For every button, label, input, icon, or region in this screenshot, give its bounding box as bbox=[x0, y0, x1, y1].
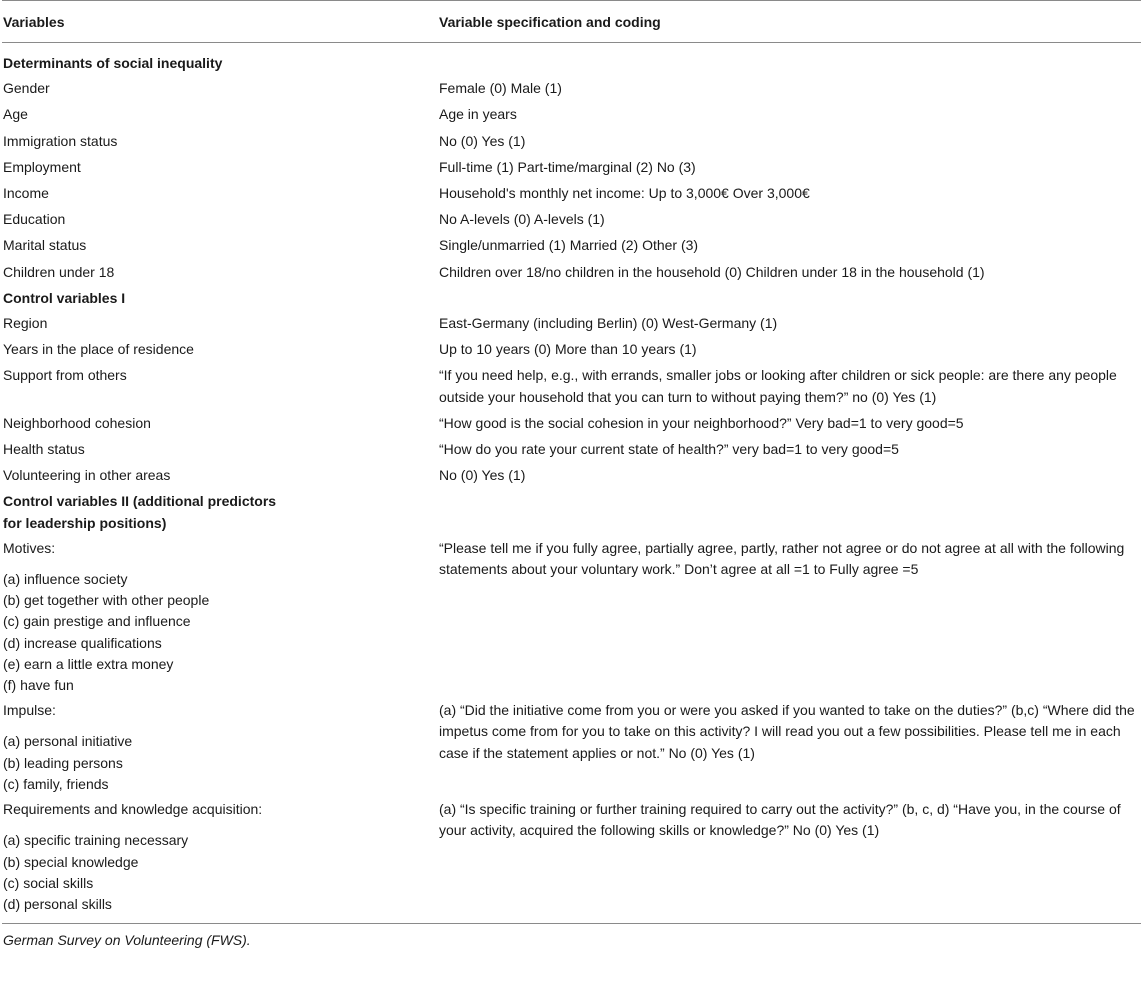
variable-cell: Region bbox=[3, 315, 48, 332]
list-item: (c) gain prestige and influence bbox=[3, 613, 191, 630]
table-header-row bbox=[2, 1, 1141, 43]
variable-cell: Employment bbox=[3, 158, 81, 175]
section-title-control-2 bbox=[2, 489, 439, 535]
variable-cell: Support from others bbox=[3, 367, 127, 384]
list-item: (a) influence society bbox=[3, 571, 128, 588]
variable-cell: Education bbox=[3, 211, 66, 228]
list-item: (d) personal skills bbox=[3, 895, 112, 912]
spec-cell: “How good is the social cohesion in your neighborhood?” Very bad=1 to very good=5 bbox=[439, 414, 964, 431]
table-footnote: German Survey on Volunteering (FWS). bbox=[3, 932, 251, 949]
variable-cell: Age bbox=[3, 106, 28, 123]
variable-cell-requirements bbox=[2, 797, 439, 924]
spec-cell: Female (0) Male (1) bbox=[439, 80, 562, 97]
variable-cell: Neighborhood cohesion bbox=[3, 414, 151, 431]
section-title-control-1: Control variables I bbox=[3, 289, 126, 306]
variables-table bbox=[2, 0, 1141, 950]
table-row bbox=[2, 463, 1141, 489]
list-item: (a) personal initiative bbox=[3, 733, 133, 750]
section-heading bbox=[2, 489, 1141, 535]
list-item: (f) have fun bbox=[3, 677, 74, 694]
spec-cell: (a) “Is specific training or further training required to carry out the activity?” (b, c, d) “Have you, in the course of your activity, acquired the following skills or knowledge?” No (0) Yes (1) bbox=[439, 801, 1121, 839]
variable-cell: Marital status bbox=[3, 237, 87, 254]
table-row bbox=[2, 698, 1141, 797]
variable-cell: Immigration status bbox=[3, 132, 118, 149]
table-row bbox=[2, 181, 1141, 207]
section-title-determinants: Determinants of social inequality bbox=[3, 55, 223, 71]
spec-cell: Single/unmarried (1) Married (2) Other (3) bbox=[439, 237, 699, 254]
spec-cell: “How do you rate your current state of health?” very bad=1 to very good=5 bbox=[439, 441, 899, 458]
variable-cell: Years in the place of residence bbox=[3, 341, 194, 358]
variable-cell-motives bbox=[2, 536, 439, 698]
list-item: (c) social skills bbox=[3, 874, 94, 891]
list-item: (b) leading persons bbox=[3, 754, 123, 771]
table-row bbox=[2, 233, 1141, 259]
variable-cell: Gender bbox=[3, 80, 50, 97]
table-row bbox=[2, 129, 1141, 155]
spec-cell: Up to 10 years (0) More than 10 years (1) bbox=[439, 341, 697, 358]
list-item: (b) special knowledge bbox=[3, 853, 139, 870]
spec-cell: Age in years bbox=[439, 106, 517, 123]
list-item: (d) increase qualifications bbox=[3, 634, 162, 651]
spec-cell: East-Germany (including Berlin) (0) West-Germany (1) bbox=[439, 315, 778, 332]
list-item: (a) specific training necessary bbox=[3, 832, 189, 849]
table-row bbox=[2, 155, 1141, 181]
spec-cell: “Please tell me if you fully agree, partially agree, partly, rather not agree or do not agree at all with the following statements about your voluntary work.” Don’t agree at all =1 to Fully agree =5 bbox=[439, 539, 1125, 578]
variable-label: Motives: bbox=[3, 539, 56, 556]
list-item: (b) get together with other people bbox=[3, 592, 210, 609]
table-row bbox=[2, 207, 1141, 233]
section-heading bbox=[2, 286, 1141, 311]
table-footer-row bbox=[2, 924, 1141, 951]
header-specification: Variable specification and coding bbox=[439, 13, 661, 30]
spec-cell: Household's monthly net income: Up to 3,000€ Over 3,000€ bbox=[439, 185, 810, 202]
table-row bbox=[2, 337, 1141, 363]
spec-cell: No (0) Yes (1) bbox=[439, 132, 526, 149]
header-variables: Variables bbox=[3, 13, 65, 30]
variable-label: Impulse: bbox=[3, 702, 56, 719]
variable-cell: Children under 18 bbox=[3, 263, 115, 280]
list-item: (c) family, friends bbox=[3, 775, 109, 792]
table-row bbox=[2, 102, 1141, 128]
variable-cell: Income bbox=[3, 185, 49, 202]
section-title-line: Control variables II (additional predictors bbox=[3, 493, 277, 510]
section-title-line: for leadership positions) bbox=[3, 514, 167, 531]
spec-cell: Full-time (1) Part-time/marginal (2) No (3) bbox=[439, 158, 696, 175]
spec-cell: No A-levels (0) A-levels (1) bbox=[439, 211, 605, 228]
spec-cell: No (0) Yes (1) bbox=[439, 467, 526, 484]
table-row bbox=[2, 536, 1141, 698]
table-row bbox=[2, 76, 1141, 102]
table-row bbox=[2, 797, 1141, 924]
spec-cell: Children over 18/no children in the household (0) Children under 18 in the household (1) bbox=[439, 263, 985, 280]
variable-cell: Volunteering in other areas bbox=[3, 467, 171, 484]
table-row bbox=[2, 311, 1141, 337]
spec-cell: “If you need help, e.g., with errands, smaller jobs or looking after children or sick people: are there any people outside your household that you can turn to without paying them?” no (0) Yes (1) bbox=[439, 367, 1117, 405]
spec-cell: (a) “Did the initiative come from you or were you asked if you wanted to take on the duties?” (b,c) “Where did the impetus come from for you to take on this activity? I will read you out a few possibilities. Please tell me in each case if the statement applies or not.” No (0) Yes (1) bbox=[439, 702, 1135, 761]
variable-cell: Health status bbox=[3, 441, 85, 458]
table-row bbox=[2, 363, 1141, 410]
section-heading bbox=[2, 51, 1141, 76]
variable-label: Requirements and knowledge acquisition: bbox=[3, 801, 263, 818]
table-row bbox=[2, 437, 1141, 463]
list-item: (e) earn a little extra money bbox=[3, 655, 174, 672]
table-row bbox=[2, 411, 1141, 437]
variable-cell-impulse bbox=[2, 698, 439, 797]
table-row bbox=[2, 260, 1141, 286]
